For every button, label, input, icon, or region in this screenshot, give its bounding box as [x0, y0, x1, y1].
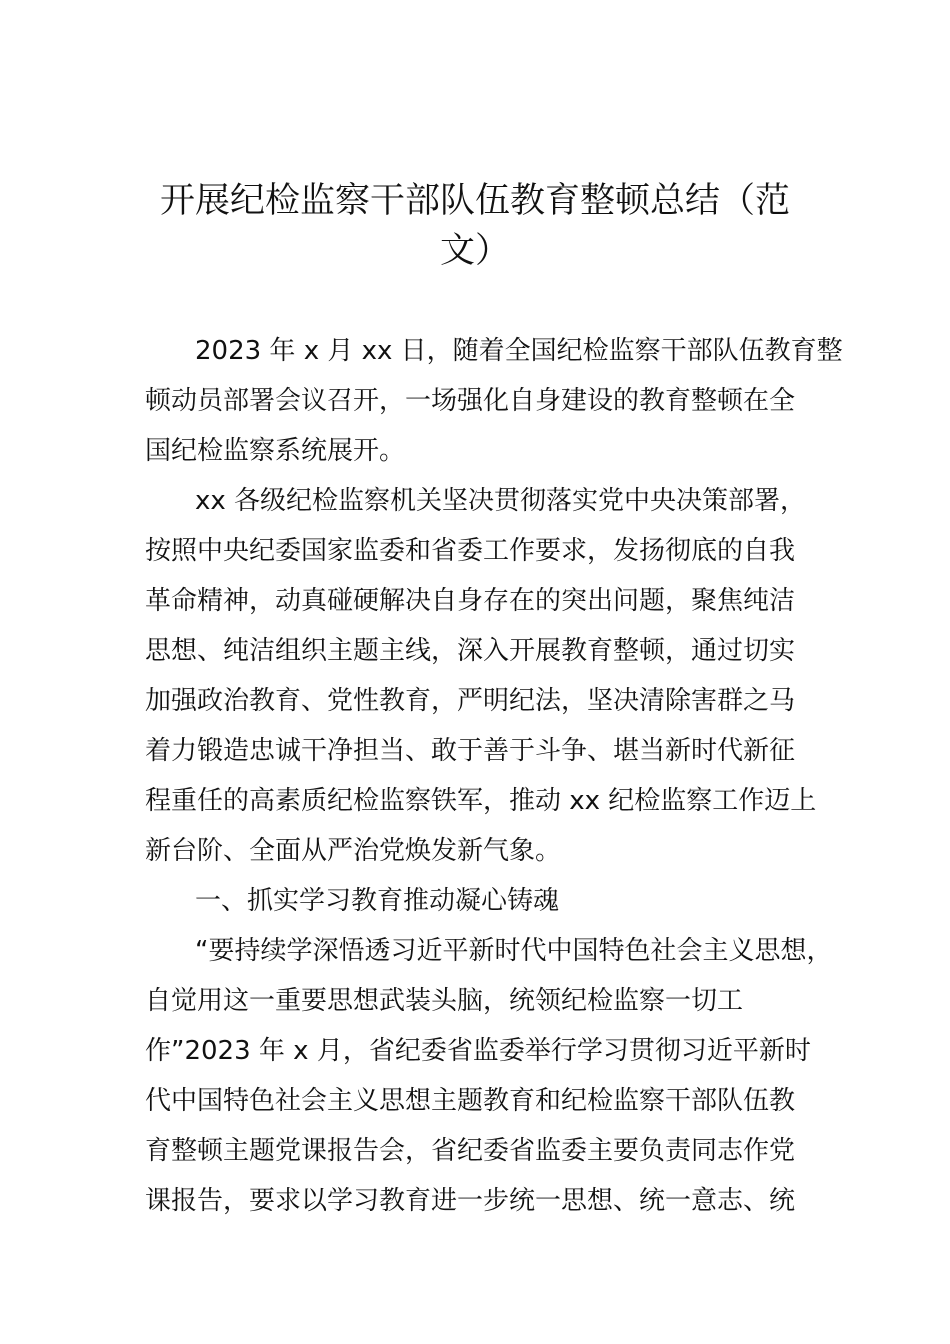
- document-title: [130, 176, 820, 276]
- paragraph-line: 课报告，要求以学习教育进一步统一思想、统一意志、统: [145, 1186, 796, 1216]
- paragraph-line: 育整顿主题党课报告会，省纪委省监委主要负责同志作党: [145, 1136, 796, 1166]
- document-body: [145, 326, 843, 1226]
- paragraph-line: 革命精神，动真碰硬解决自身存在的突出问题，聚焦纯洁: [145, 586, 796, 616]
- paragraph-line: 2023 年 x 月 xx 日，随着全国纪检监察干部队伍教育整: [195, 336, 843, 366]
- paragraph-line: 新台阶、全面从严治党焕发新气象。: [145, 836, 562, 866]
- paragraph-line: 代中国特色社会主义思想主题教育和纪检监察干部队伍教: [145, 1086, 796, 1116]
- paragraph-line: 作”2023 年 x 月，省纪委省监委举行学习贯彻习近平新时: [145, 1036, 811, 1066]
- paragraph-line: 思想、纯洁组织主题主线，深入开展教育整顿，通过切实: [145, 636, 796, 666]
- section-heading: [145, 876, 810, 926]
- paragraph-line: 程重任的高素质纪检监察铁军，推动 xx 纪检监察工作迈上: [145, 786, 817, 816]
- title-line: 文）: [439, 231, 510, 271]
- paragraph-line: 加强政治教育、党性教育，严明纪法，坚决清除害群之马: [145, 686, 796, 716]
- paragraph-line: 顿动员部署会议召开，一场强化自身建设的教育整顿在全: [145, 386, 796, 416]
- paragraph-line: 国纪检监察系统展开。: [145, 436, 406, 466]
- paragraph-line: 着力锻造忠诚干净担当、敢于善于斗争、堪当新时代新征: [145, 736, 796, 766]
- paragraph-3: [145, 926, 833, 1226]
- section-heading-text: 一、抓实学习教育推动凝心铸魂: [195, 886, 560, 916]
- paragraph-line: 自觉用这一重要思想武装头脑，统领纪检监察一切工: [145, 986, 744, 1016]
- paragraph-line: 按照中央纪委国家监委和省委工作要求，发扬彻底的自我: [145, 536, 796, 566]
- paragraph-line: xx 各级纪检监察机关坚决贯彻落实党中央决策部署，: [195, 486, 807, 516]
- paragraph-2: [145, 476, 817, 876]
- paragraph-line: “要持续学深悟透习近平新时代中国特色社会主义思想，: [195, 936, 833, 966]
- paragraph-1: [145, 326, 843, 476]
- title-line: 开展纪检监察干部队伍教育整顿总结（范: [159, 181, 790, 221]
